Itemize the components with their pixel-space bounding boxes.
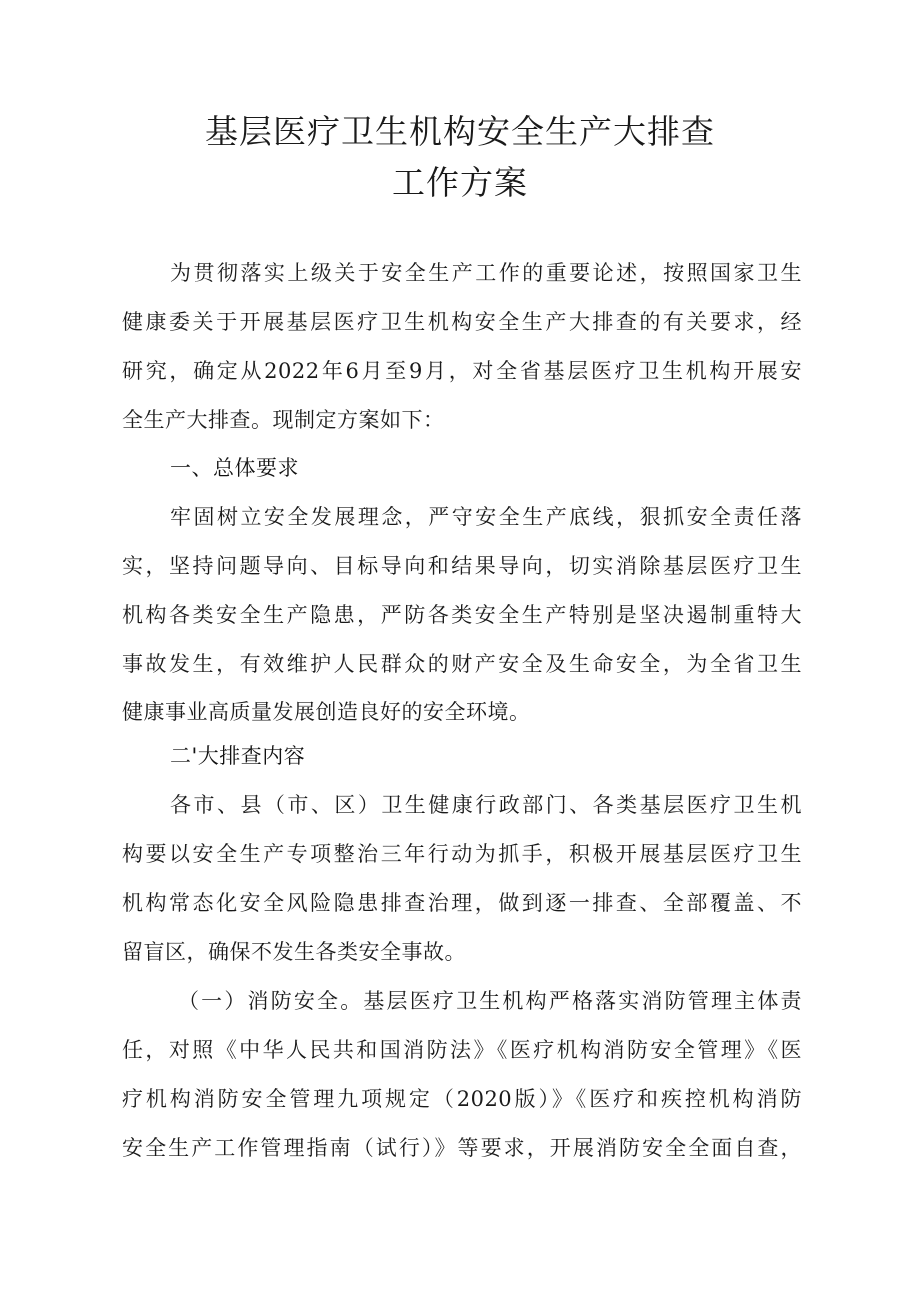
section-2-heading: 二'大排查内容 xyxy=(170,744,306,768)
subsection-1-line-4: 安全生产工作管理指南（试行）》等要求，开展消防安全全面自查， xyxy=(122,1136,802,1160)
document-title-line-2: 工作方案 xyxy=(392,163,528,202)
section-1-heading: 一、总体要求 xyxy=(170,456,299,480)
section-2-line-1: 各市、县（市、区）卫生健康行政部门、各类基层医疗卫生机 xyxy=(170,793,802,817)
intro-line-3: 研究，确定从2022年6月至9月，对全省基层医疗卫生机构开展安 xyxy=(122,359,802,383)
document-title-line-1: 基层医疗卫生机构安全生产大排查 xyxy=(205,112,715,151)
section-1-line-4: 事故发生，有效维护人民群众的财产安全及生命安全，为全省卫生 xyxy=(122,652,802,676)
intro-line-2: 健康委关于开展基层医疗卫生机构安全生产大排查的有关要求，经 xyxy=(122,310,802,334)
section-2-line-4: 留盲区，确保不发生各类安全事故。 xyxy=(122,940,466,964)
section-2-line-2: 构要以安全生产专项整治三年行动为抓手，积极开展基层医疗卫生 xyxy=(122,842,802,866)
section-1-line-3: 机构各类安全生产隐患，严防各类安全生产特别是坚决遏制重特大 xyxy=(122,603,802,627)
intro-line-4: 全生产大排查。现制定方案如下： xyxy=(122,408,445,432)
section-1-line-2: 实，坚持问题导向、目标导向和结果导向，切实消除基层医疗卫生 xyxy=(122,554,802,578)
section-2-line-3: 机构常态化安全风险隐患排查治理，做到逐一排查、全部覆盖、不 xyxy=(122,891,802,915)
subsection-1-line-3: 疗机构消防安全管理九项规定（2020版）》《医疗和疾控机构消防 xyxy=(122,1087,802,1111)
subsection-1-line-1: （一）消防安全。基层医疗卫生机构严格落实消防管理主体责 xyxy=(178,989,802,1013)
subsection-1-line-2: 任，对照《中华人民共和国消防法》《医疗机构消防安全管理》《医 xyxy=(122,1038,802,1062)
section-1-line-1: 牢固树立安全发展理念，严守安全生产底线，狠抓安全责任落 xyxy=(170,505,802,529)
intro-line-1: 为贯彻落实上级关于安全生产工作的重要论述，按照国家卫生 xyxy=(170,261,802,285)
section-1-line-5: 健康事业高质量发展创造良好的安全环境。 xyxy=(122,700,531,724)
